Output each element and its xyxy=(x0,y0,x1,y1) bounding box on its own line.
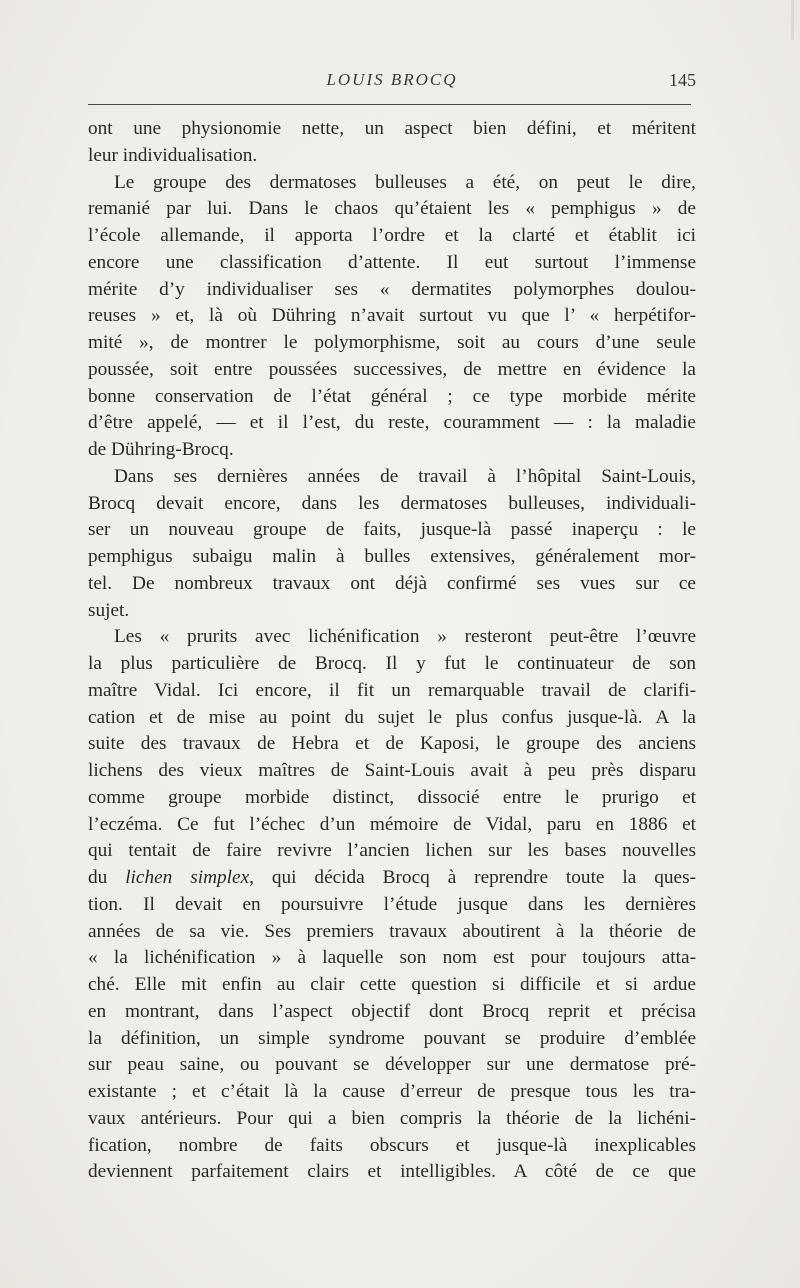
text-line: ché. Elle mit enfin au clair cette question si difficile et si ardue xyxy=(88,974,696,995)
page-edge-mark xyxy=(791,0,794,40)
text-line: Brocq devait encore, dans les dermatoses bulleuses, individuali- xyxy=(88,492,696,514)
text-line: tel. De nombreux travaux ont déjà confirmé ses vues sur ce xyxy=(88,572,696,594)
text-line: cation et de mise au point du sujet le plus confus jusque-là. A la xyxy=(88,706,696,728)
text-line: d’être appelé, — et il l’est, du reste, couramment — : la maladie xyxy=(88,412,696,434)
text-line: existante ; et c’était là la cause d’erreur de presque tous les tra- xyxy=(88,1081,696,1102)
text-segment: du xyxy=(88,867,126,888)
text-line: la définition, un simple syndrome pouvant se produire d’emblée xyxy=(88,1027,696,1049)
text-line: sur peau saine, ou pouvant se développer sur une dermatose pré- xyxy=(88,1054,696,1076)
text-line: en montrant, dans l’aspect objectif dont Brocq reprit et précisa xyxy=(88,1000,696,1022)
text-line: l’école allemande, il apporta l’ordre et la clarté et établit ici xyxy=(88,225,696,246)
text-line: vaux antérieurs. Pour qui a bien compris la théorie de la lichéni- xyxy=(88,1107,696,1129)
text-line: de Dühring-Brocq. xyxy=(88,439,234,460)
italic-term: lichen simplex xyxy=(125,867,250,888)
text-line: Les « prurits avec lichénification » resteront peut-être l’œuvre xyxy=(114,626,696,648)
text-line: remanié par lui. Dans le chaos qu’étaient les « pemphigus » de xyxy=(88,198,696,220)
text-line: Le groupe des dermatoses bulleuses a été, on peut le dire, xyxy=(114,171,696,193)
text-line: ser un nouveau groupe de faits, jusque-là passé inaperçu : le xyxy=(88,519,696,541)
text-line: « la lichénification » à laquelle son nom est pour toujours atta- xyxy=(88,947,696,969)
running-title: LOUIS BROCQ xyxy=(326,70,458,89)
text-line: leur individualisation. xyxy=(88,144,258,166)
text-line: lichens des vieux maîtres de Saint-Louis avait à peu près disparu xyxy=(88,760,696,781)
text-line: comme groupe morbide distinct, dissocié entre le prurigo et xyxy=(88,786,696,808)
text-line: maître Vidal. Ici encore, il fit un remarquable travail de clarifi- xyxy=(88,679,696,701)
text-line: reuses » et, là où Dühring n’avait surtout vu que l’ « herpétifor- xyxy=(88,305,696,327)
text-line: sujet. xyxy=(88,599,130,621)
page-number: 145 xyxy=(669,70,696,90)
text-line: suite des travaux de Hebra et de Kaposi, le groupe des anciens xyxy=(88,733,696,755)
text-segment: , qui décida Brocq à reprendre toute la ques- xyxy=(249,867,696,888)
text-line: mérite d’y individualiser ses « dermatites polymorphes doulou- xyxy=(88,278,696,300)
text-line: la plus particulière de Brocq. Il y fut le continuateur de son xyxy=(88,653,696,674)
text-line: ont une physionomie nette, un aspect bien défini, et méritent xyxy=(88,118,696,139)
text-line: bonne conservation de l’état général ; ce type morbide mérite xyxy=(88,385,696,407)
body-text xyxy=(88,116,696,1186)
text-line: qui tentait de faire revivre l’ancien lichen sur les bases nouvelles xyxy=(88,840,696,862)
text-line: mité », de montrer le polymorphisme, soit au cours d’une seule xyxy=(88,332,696,353)
page-header xyxy=(88,70,696,100)
text-line: fication, nombre de faits obscurs et jusque-là inexplicables xyxy=(88,1134,696,1156)
text-line: l’eczéma. Ce fut l’échec d’un mémoire de Vidal, paru en 1886 et xyxy=(88,813,696,835)
text-line: pemphigus subaigu malin à bulles extensives, généralement mor- xyxy=(88,546,696,567)
text-line-with-italic xyxy=(88,865,696,892)
text-line: poussée, soit entre poussées successives, de mettre en évidence la xyxy=(88,358,696,380)
text-line: encore une classification d’attente. Il eut surtout l’immense xyxy=(88,251,696,273)
text-line: Dans ses dernières années de travail à l’hôpital Saint-Louis, xyxy=(114,465,696,487)
text-line: deviennent parfaitement clairs et intelligibles. A côté de ce que xyxy=(88,1161,696,1183)
text-line: tion. Il devait en poursuivre l’étude jusque dans les dernières xyxy=(88,893,696,915)
header-rule xyxy=(88,104,691,105)
text-line: années de sa vie. Ses premiers travaux aboutirent à la théorie de xyxy=(88,920,696,942)
